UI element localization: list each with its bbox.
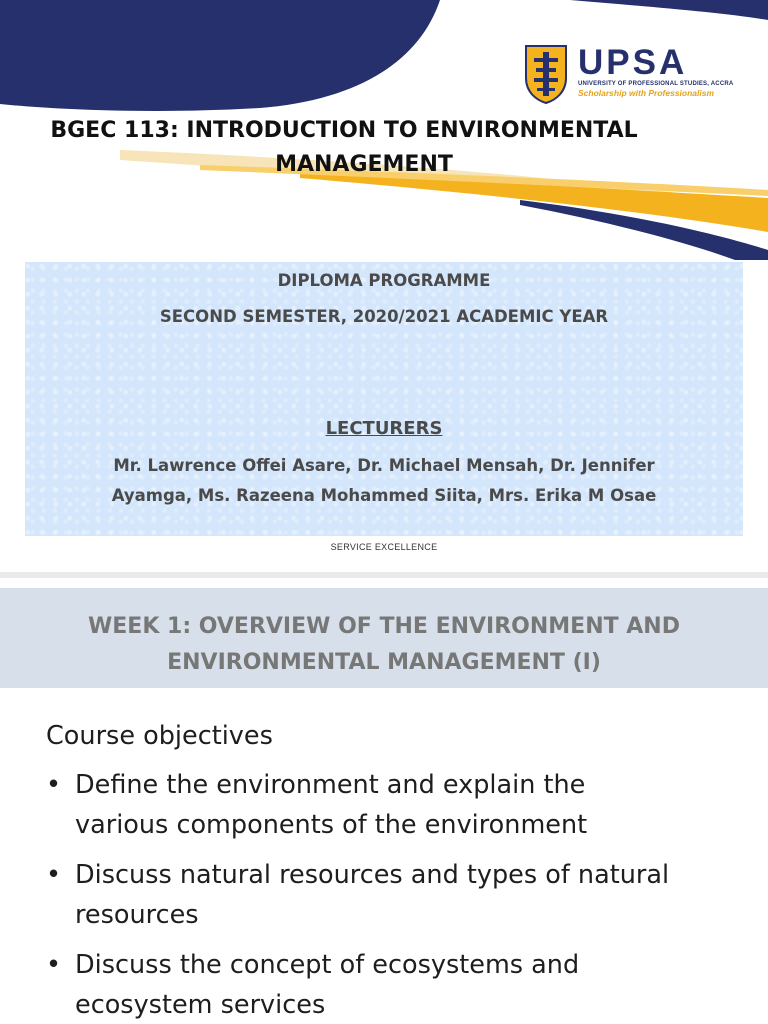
logo-text (578, 44, 733, 98)
list-item (46, 945, 746, 1024)
bullet-line2: various components of the environment (75, 810, 588, 840)
logo-name: UPSA (578, 43, 688, 82)
footer-text: SERVICE EXCELLENCE (330, 542, 438, 552)
week-title (0, 609, 768, 681)
bullet-icon: • (46, 860, 62, 890)
bullet-line2: resources (75, 900, 199, 930)
list-item (46, 765, 746, 845)
lecturers-heading: LECTURERS (325, 418, 443, 439)
course-title-line1: BGEC 113: INTRODUCTION TO ENVIRONMENTAL (50, 118, 638, 143)
programme-text: DIPLOMA PROGRAMME (277, 271, 491, 290)
course-title (0, 114, 768, 182)
week-title-line2: ENVIRONMENTAL MANAGEMENT (I) (167, 650, 601, 675)
week-title-line1: WEEK 1: OVERVIEW OF THE ENVIRONMENT AND (88, 614, 680, 639)
logo-subtitle: UNIVERSITY OF PROFESSIONAL STUDIES, ACCRA (578, 81, 734, 87)
lecturers-line2: Ayamga, Ms. Razeena Mohammed Siita, Mrs. Erika M Osae (111, 486, 657, 505)
upsa-crest-icon (522, 44, 570, 104)
navy-swoosh (0, 0, 440, 111)
upsa-logo (522, 43, 734, 106)
objectives-heading: Course objectives (46, 721, 273, 751)
semester-text: SECOND SEMESTER, 2020/2021 ACADEMIC YEAR (159, 307, 609, 326)
logo-tagline: Scholarship with Professionalism (578, 88, 715, 98)
objectives-slide (0, 578, 768, 1024)
navy-swoosh-right (570, 0, 768, 20)
bullet-line2: ecosystem services (75, 990, 326, 1020)
bullet-line1: Discuss natural resources and types of natural (75, 860, 670, 890)
list-item (46, 855, 746, 935)
programme-info-box (25, 262, 743, 536)
bullet-icon: • (46, 770, 62, 800)
lecturers-line1: Mr. Lawrence Offei Asare, Dr. Michael Mensah, Dr. Jennifer (113, 456, 655, 475)
bullet-line1: Define the environment and explain the (75, 770, 586, 800)
bullet-icon: • (46, 950, 62, 980)
course-title-line2: MANAGEMENT (275, 152, 453, 177)
bullet-line1: Discuss the concept of ecosystems and (75, 950, 580, 980)
